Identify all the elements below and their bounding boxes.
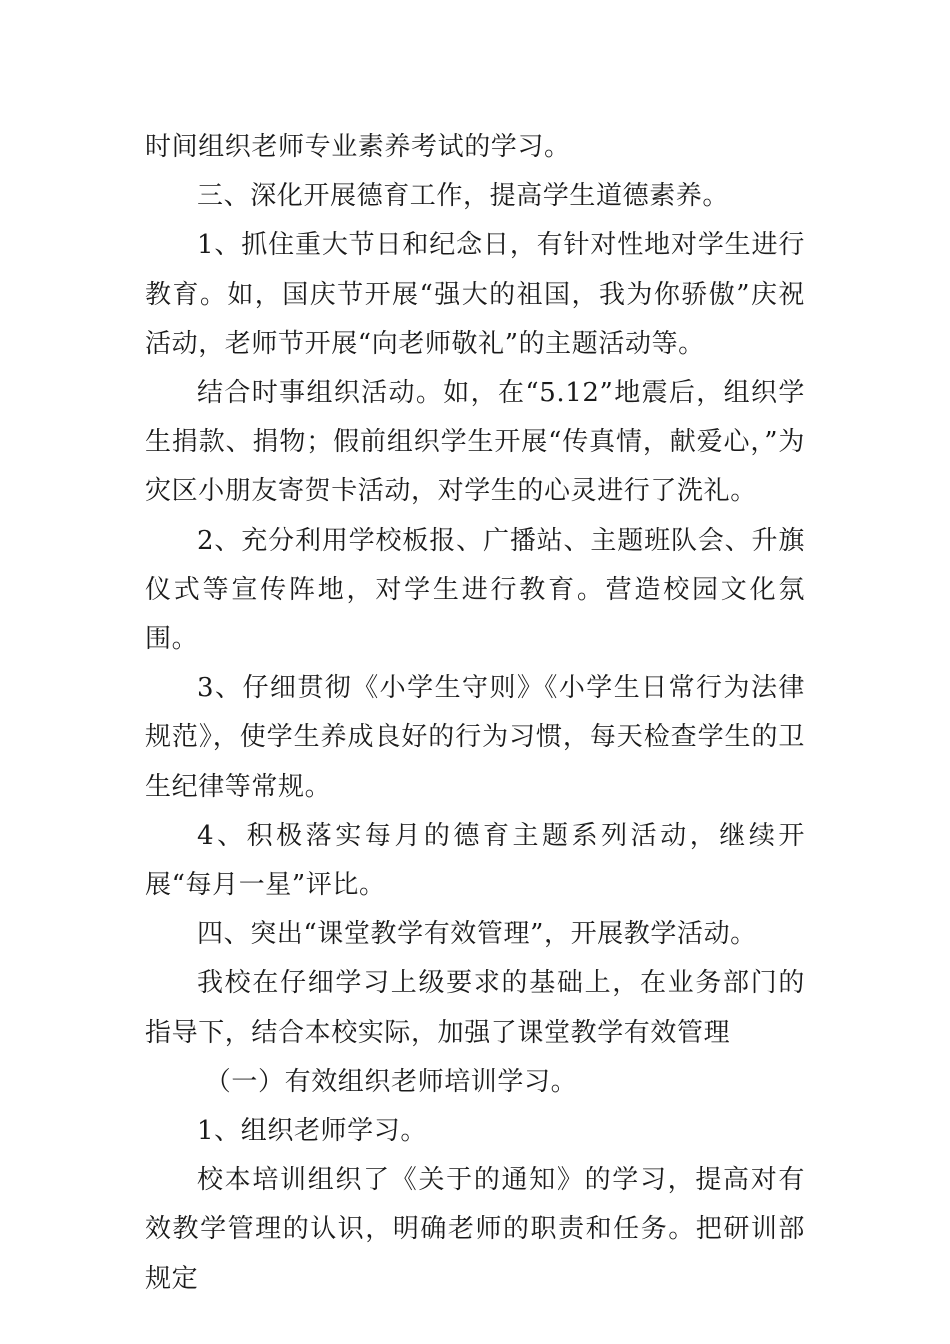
paragraph-6: 3、仔细贯彻《小学生守则》《小学生日常行为法律规范》，使学生养成良好的行为习惯，每天检查学生的卫生纪律等常规。 — [145, 673, 805, 802]
paragraph-3: 1、抓住重大节日和纪念日，有针对性地对学生进行教育。如，国庆节开展“强大的祖国，我为你骄傲”庆祝活动，老师节开展“向老师敬礼”的主题活动等。 — [145, 230, 805, 359]
section-heading-4: 四、突出“课堂教学有效管理”，开展教学活动。 — [197, 919, 757, 950]
subsection-heading-1: （一）有效组织老师培训学习。 — [204, 1066, 578, 1097]
paragraph-4: 结合时事组织活动。如，在“5.12”地震后，组织学生捐款、捐物；假前组织学生开展“传真情，献爱心，”为灾区小朋友寄贺卡活动，对学生的心灵进行了洗礼。 — [145, 378, 805, 507]
paragraph-7: 4、积极落实每月的德育主题系列活动，继续开展“每月一星”评比。 — [145, 820, 805, 901]
paragraph-12: 校本培训组织了《关于的通知》的学习，提高对有效教学管理的认识，明确老师的职责和任务。把研训部规定 — [145, 1165, 805, 1294]
paragraph-11: 1、组织老师学习。 — [197, 1116, 427, 1147]
document-body — [145, 123, 805, 1304]
paragraph-1: 时间组织老师专业素养考试的学习。 — [145, 132, 571, 162]
paragraph-9: 我校在仔细学习上级要求的基础上，在业务部门的指导下，结合本校实际，加强了课堂教学有效管理 — [145, 968, 805, 1048]
paragraph-5: 2、充分利用学校板报、广播站、主题班队会、升旗仪式等宣传阵地，对学生进行教育。营造校园文化氛围。 — [145, 525, 805, 655]
section-heading-3: 三、深化开展德育工作，提高学生道德素养。 — [197, 181, 730, 212]
